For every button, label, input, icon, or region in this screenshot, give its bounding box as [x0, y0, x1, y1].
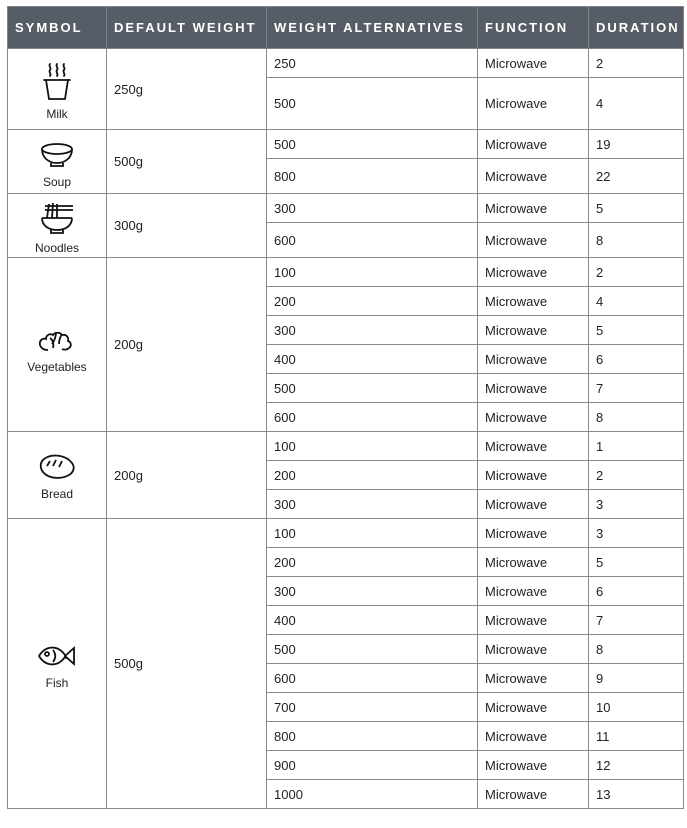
function-cell: Microwave [478, 345, 589, 374]
function-cell: Microwave [478, 577, 589, 606]
symbol-label: Vegetables [27, 359, 87, 374]
table-row [8, 258, 684, 287]
weight-cell: 250 [267, 49, 478, 78]
function-cell: Microwave [478, 432, 589, 461]
symbol-cell [8, 130, 107, 194]
milk-cup-icon [41, 61, 73, 101]
duration-cell: 12 [589, 751, 684, 780]
function-cell: Microwave [478, 316, 589, 345]
weight-cell: 300 [267, 194, 478, 223]
weight-cell: 500 [267, 78, 478, 130]
duration-cell: 9 [589, 664, 684, 693]
function-cell: Microwave [478, 693, 589, 722]
header-default-weight: DEFAULT WEIGHT [107, 7, 267, 49]
function-cell: Microwave [478, 490, 589, 519]
duration-cell: 13 [589, 780, 684, 809]
function-cell: Microwave [478, 403, 589, 432]
function-cell: Microwave [478, 78, 589, 130]
noodles-bowl-icon [39, 201, 75, 235]
header-weight-alternatives: WEIGHT ALTERNATIVES [267, 7, 478, 49]
duration-cell: 3 [589, 519, 684, 548]
duration-cell: 7 [589, 374, 684, 403]
weight-cell: 400 [267, 606, 478, 635]
weight-cell: 900 [267, 751, 478, 780]
symbol-label: Noodles [34, 240, 80, 255]
duration-cell: 4 [589, 78, 684, 130]
function-cell: Microwave [478, 374, 589, 403]
duration-cell: 2 [589, 49, 684, 78]
weight-cell: 500 [267, 130, 478, 159]
weight-cell: 200 [267, 548, 478, 577]
duration-cell: 6 [589, 577, 684, 606]
function-cell: Microwave [478, 287, 589, 316]
function-cell: Microwave [478, 49, 589, 78]
function-cell: Microwave [478, 722, 589, 751]
duration-cell: 5 [589, 316, 684, 345]
table-header-row [8, 7, 684, 49]
function-cell: Microwave [478, 130, 589, 159]
header-function: FUNCTION [478, 7, 589, 49]
function-cell: Microwave [478, 548, 589, 577]
function-cell: Microwave [478, 194, 589, 223]
duration-cell: 2 [589, 258, 684, 287]
cooking-programs-table [7, 6, 684, 809]
symbol-cell [8, 519, 107, 809]
weight-cell: 100 [267, 258, 478, 287]
weight-cell: 300 [267, 577, 478, 606]
table-row [8, 519, 684, 548]
vegetables-icon [36, 320, 78, 354]
weight-cell: 200 [267, 287, 478, 316]
symbol-label: Milk [46, 107, 68, 121]
table-row [8, 194, 684, 223]
symbol-cell [8, 49, 107, 130]
duration-cell: 22 [589, 159, 684, 194]
weight-cell: 600 [267, 664, 478, 693]
duration-cell: 5 [589, 548, 684, 577]
soup-bowl-icon [39, 139, 75, 169]
table-row [8, 432, 684, 461]
fish-icon [37, 642, 77, 670]
function-cell: Microwave [478, 664, 589, 693]
function-cell: Microwave [478, 635, 589, 664]
function-cell: Microwave [478, 159, 589, 194]
weight-cell: 300 [267, 490, 478, 519]
duration-cell: 6 [589, 345, 684, 374]
duration-cell: 1 [589, 432, 684, 461]
default-weight-cell: 200g [107, 258, 267, 432]
weight-cell: 600 [267, 403, 478, 432]
duration-cell: 8 [589, 223, 684, 258]
symbol-label: Bread [40, 487, 74, 501]
default-weight-cell: 300g [107, 194, 267, 258]
weight-cell: 700 [267, 693, 478, 722]
weight-cell: 500 [267, 374, 478, 403]
duration-cell: 11 [589, 722, 684, 751]
function-cell: Microwave [478, 461, 589, 490]
symbol-cell [8, 258, 107, 432]
table-row [8, 130, 684, 159]
weight-cell: 1000 [267, 780, 478, 809]
weight-cell: 800 [267, 722, 478, 751]
symbol-cell [8, 194, 107, 258]
symbol-label: Fish [45, 675, 69, 690]
header-duration: DURATION [589, 7, 684, 49]
duration-cell: 3 [589, 490, 684, 519]
function-cell: Microwave [478, 751, 589, 780]
function-cell: Microwave [478, 606, 589, 635]
duration-cell: 4 [589, 287, 684, 316]
default-weight-cell: 500g [107, 519, 267, 809]
default-weight-cell: 250g [107, 49, 267, 130]
weight-cell: 800 [267, 159, 478, 194]
function-cell: Microwave [478, 780, 589, 809]
table-row [8, 49, 684, 78]
symbol-cell [8, 432, 107, 519]
header-symbol: SYMBOL [8, 7, 107, 49]
bread-icon [38, 453, 76, 481]
function-cell: Microwave [478, 258, 589, 287]
duration-cell: 5 [589, 194, 684, 223]
table-body [8, 49, 684, 809]
function-cell: Microwave [478, 519, 589, 548]
duration-cell: 7 [589, 606, 684, 635]
default-weight-cell: 500g [107, 130, 267, 194]
symbol-label: Soup [42, 174, 72, 189]
weight-cell: 600 [267, 223, 478, 258]
weight-cell: 500 [267, 635, 478, 664]
duration-cell: 10 [589, 693, 684, 722]
default-weight-cell: 200g [107, 432, 267, 519]
weight-cell: 400 [267, 345, 478, 374]
duration-cell: 8 [589, 403, 684, 432]
weight-cell: 300 [267, 316, 478, 345]
duration-cell: 19 [589, 130, 684, 159]
duration-cell: 8 [589, 635, 684, 664]
weight-cell: 200 [267, 461, 478, 490]
function-cell: Microwave [478, 223, 589, 258]
weight-cell: 100 [267, 519, 478, 548]
duration-cell: 2 [589, 461, 684, 490]
weight-cell: 100 [267, 432, 478, 461]
